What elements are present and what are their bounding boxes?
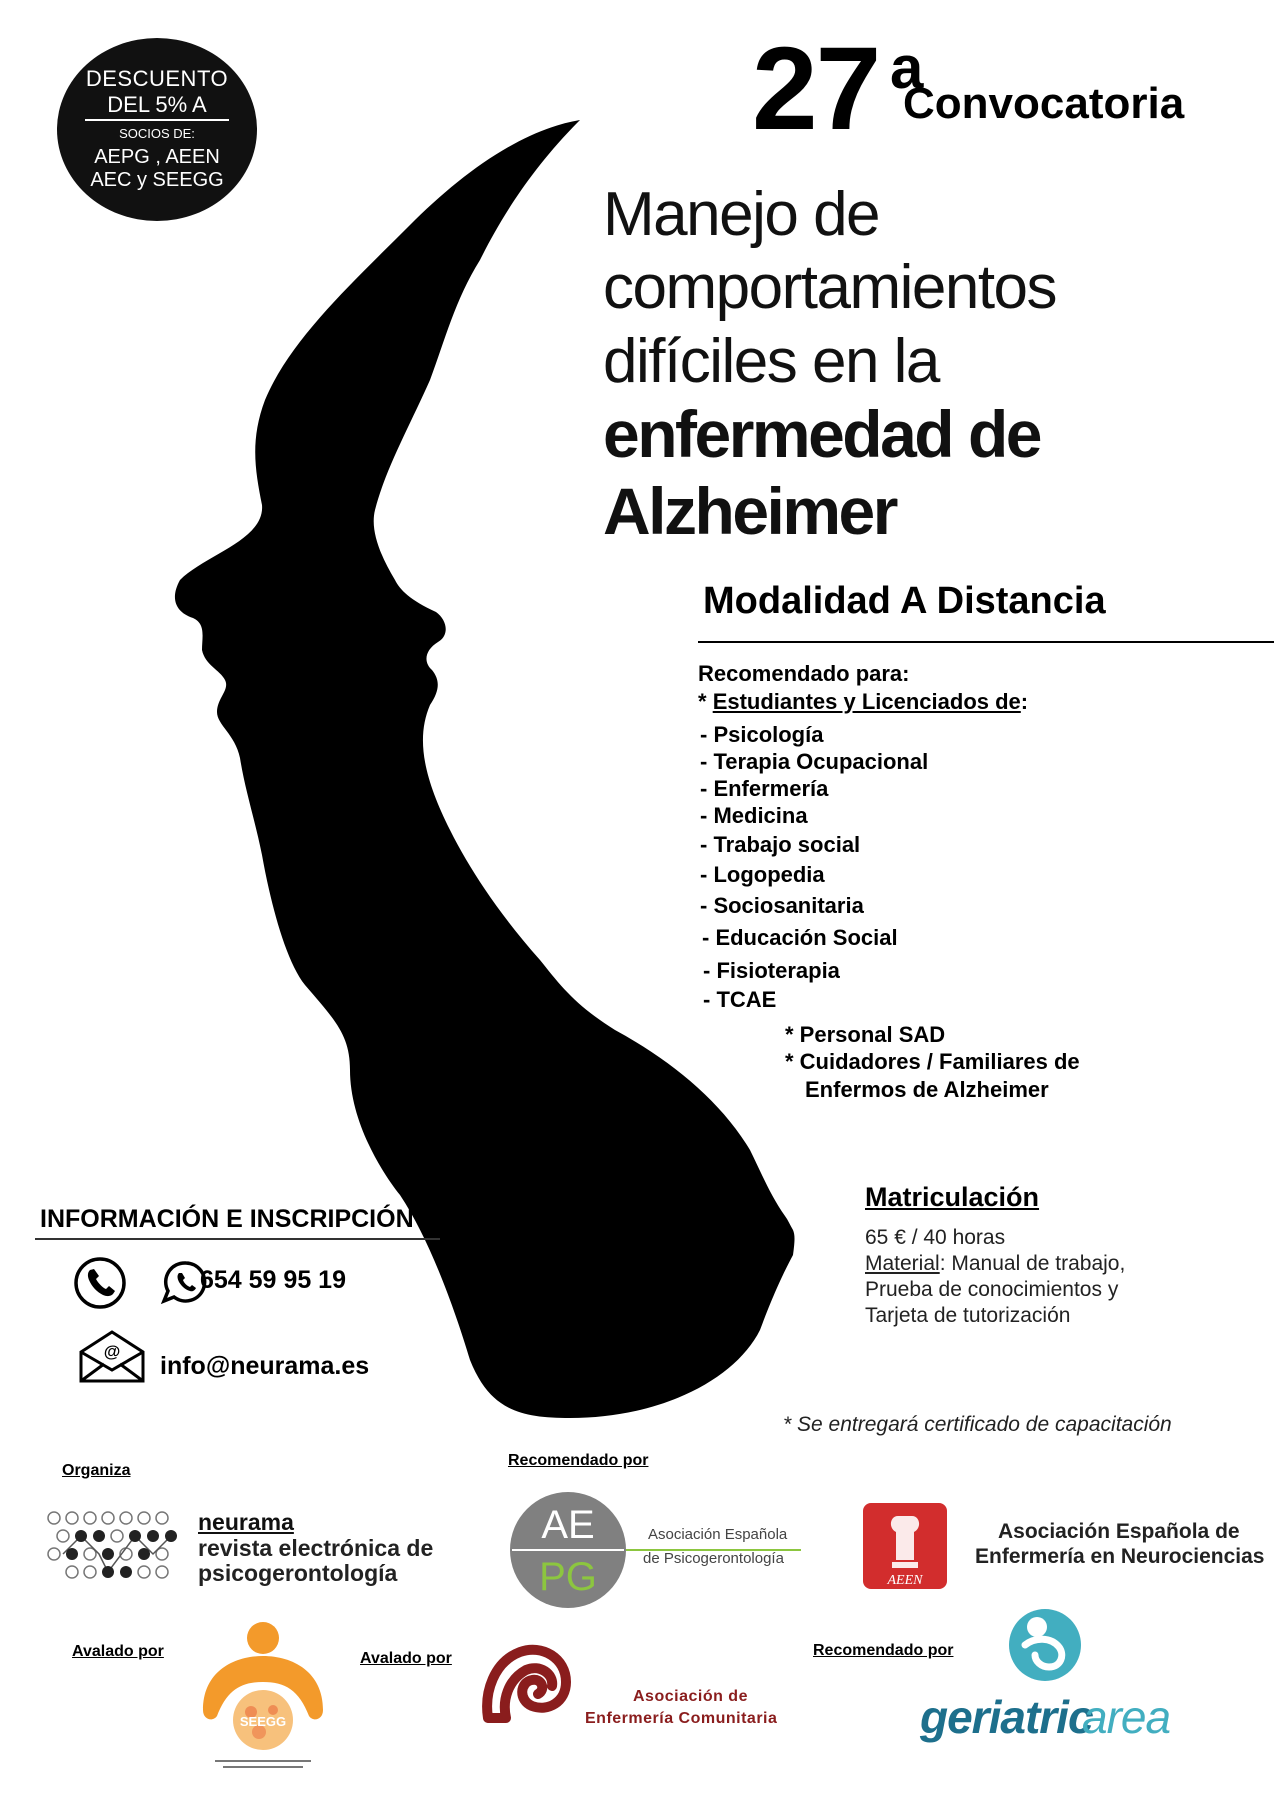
- title-line-4: enfermedad de: [603, 397, 1040, 471]
- title-line-5: Alzheimer: [603, 474, 896, 548]
- aepg-logo-top: AE: [541, 1503, 595, 1547]
- aec-name-2: Enfermería Comunitaria: [585, 1710, 778, 1727]
- modality-divider: [698, 641, 1274, 643]
- geriatricarea-wordmark-b: area: [1082, 1691, 1171, 1743]
- organiza-label: Organiza: [62, 1462, 131, 1479]
- badge-line-1: DESCUENTO: [85, 66, 229, 91]
- phone-number[interactable]: 654 59 95 19: [200, 1266, 346, 1294]
- edition-number: 27: [752, 23, 880, 155]
- discipline-item: - Trabajo social: [700, 832, 861, 857]
- enrollment-line-4: Tarjeta de tutorización: [865, 1304, 1071, 1327]
- aepg-logo-bottom: PG: [539, 1555, 597, 1599]
- badge-line-5: AEC y SEEGG: [90, 169, 224, 191]
- title-line-2: comportamientos: [603, 253, 1057, 322]
- neurama-subtitle-1: revista electrónica de: [198, 1535, 434, 1561]
- discipline-item: - Enfermería: [700, 776, 829, 801]
- phone-icon: [76, 1259, 124, 1307]
- email-icon: [78, 1330, 146, 1384]
- recommended-group: * Estudiantes y Licenciados de:: [698, 689, 1029, 714]
- discipline-item: - Terapia Ocupacional: [700, 749, 929, 774]
- neurama-logo-icon: [46, 1510, 182, 1584]
- info-divider: [35, 1238, 440, 1240]
- endorsed-by-label: Avalado por: [360, 1650, 452, 1667]
- badge-divider: [85, 119, 229, 121]
- enrollment-heading: Matriculación: [865, 1182, 1040, 1212]
- badge-line-2: DEL 5% A: [107, 92, 207, 117]
- extra-personal-sad: * Personal SAD: [785, 1022, 946, 1047]
- svg-text:@: @: [103, 1342, 121, 1361]
- discipline-item: - Medicina: [700, 803, 808, 828]
- discipline-item: - Fisioterapia: [703, 958, 840, 983]
- info-heading: INFORMACIÓN E INSCRIPCIÓN: [40, 1205, 414, 1233]
- material-label: Material: [865, 1252, 940, 1275]
- seegg-logo: [195, 1620, 335, 1775]
- aec-name-1: Asociación de: [633, 1688, 748, 1705]
- enrollment-price: 65 € / 40 horas: [865, 1226, 1006, 1249]
- modality-label: Modalidad A Distancia: [703, 580, 1106, 622]
- aeen-name-2: Enfermería en Neurociencias: [975, 1545, 1265, 1568]
- edition-word: Convocatoria: [903, 79, 1185, 128]
- discount-badge: [57, 38, 257, 221]
- badge-line-3: SOCIOS DE:: [119, 126, 195, 141]
- certificate-note: * Se entregará certificado de capacitación: [783, 1413, 1172, 1436]
- aeen-logo-text: AEEN: [887, 1573, 923, 1588]
- badge-line-4: AEPG , AEEN: [94, 146, 220, 168]
- material-text: : Manual de trabajo,: [939, 1252, 1126, 1275]
- discipline-item: - Sociosanitaria: [700, 893, 864, 918]
- whatsapp-icon: [164, 1263, 205, 1301]
- title-line-1: Manejo de: [603, 180, 880, 249]
- aepg-name-2: de Psicogerontología: [643, 1550, 784, 1567]
- discipline-item: - TCAE: [703, 987, 777, 1012]
- recommended-by-label: Recomendado por: [813, 1642, 954, 1659]
- aepg-logo: [508, 1490, 628, 1610]
- geriatricarea-logo-icon: [1005, 1605, 1085, 1685]
- recommended-group-label: Estudiantes y Licenciados de: [712, 689, 1021, 714]
- geriatricarea-wordmark-a: geriatric: [920, 1691, 1093, 1743]
- aeen-name-1: Asociación Española de: [998, 1520, 1240, 1543]
- aepg-name-1: Asociación Española: [648, 1526, 788, 1543]
- edition-superscript: a: [890, 34, 924, 101]
- enrollment-line-3: Prueba de conocimientos y: [865, 1278, 1119, 1301]
- title-line-3: difíciles en la: [603, 327, 939, 396]
- recommended-heading: Recomendado para:: [698, 661, 910, 686]
- seegg-logo-text: SEEGG: [239, 1714, 287, 1729]
- recommended-by-label: Recomendado por: [508, 1452, 649, 1469]
- discipline-item: - Educación Social: [702, 925, 898, 950]
- extra-caregivers-2: Enfermos de Alzheimer: [805, 1077, 1049, 1102]
- extra-caregivers: * Cuidadores / Familiares de: [785, 1049, 1080, 1074]
- enrollment-material: [865, 1251, 1125, 1277]
- neurama-name: neurama: [198, 1509, 294, 1535]
- neurama-subtitle-2: psicogerontología: [198, 1560, 398, 1586]
- discipline-item: - Psicología: [700, 722, 824, 747]
- aec-logo: [480, 1640, 580, 1732]
- aeen-logo: [862, 1502, 948, 1590]
- email-address[interactable]: info@neurama.es: [160, 1352, 370, 1380]
- discipline-item: - Logopedia: [700, 862, 825, 887]
- endorsed-by-label: Avalado por: [72, 1643, 164, 1660]
